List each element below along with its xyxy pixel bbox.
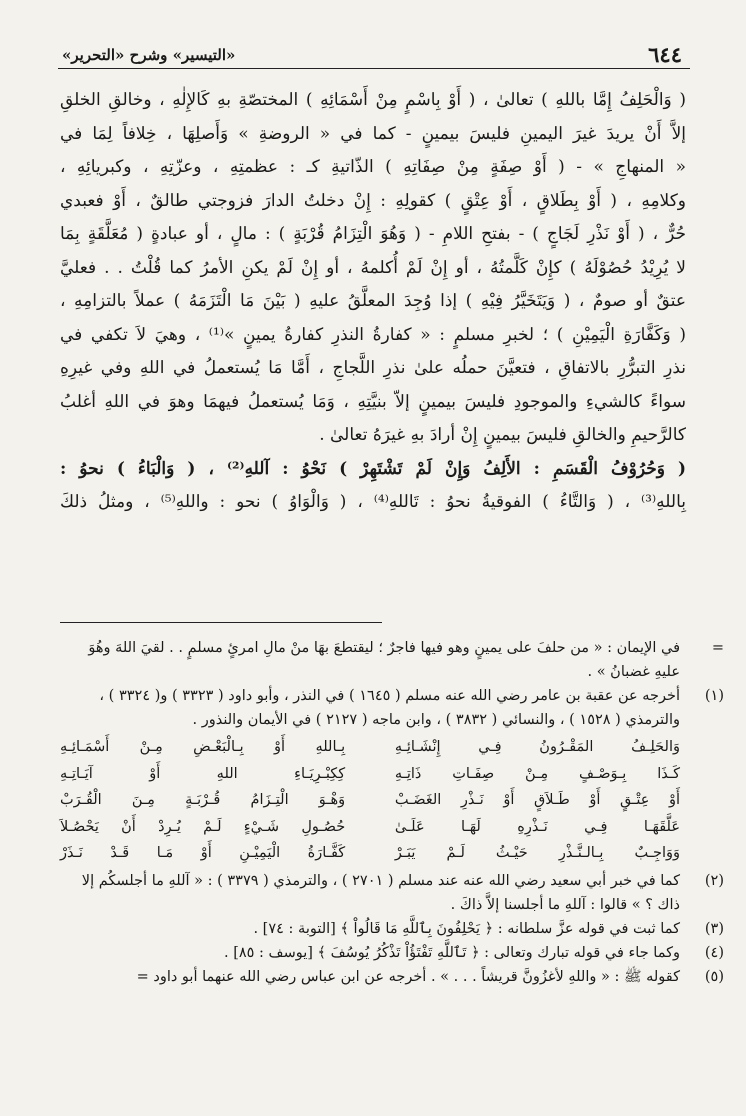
verse-second-half: بِـاللهِ أَوْ بِـالْبَعْـضِ مِـنْ أَسْمَـائِـهِ: [60, 739, 346, 755]
continuation-marker: =: [711, 640, 724, 656]
footnote-text: كما في خبر أبي سعيد رضي الله عنه عند مسلم ( ٢٧٠١ ) ، والترمذي ( ٣٣٧٩ ) : « آللهِ ما أجلسكُم إلا ذاك ؟ » قالوا : آللهِ ما أجلسنا إلاَّ ذاكَ .: [81, 872, 680, 913]
verse-first-half: كَـذَا بِـوَصْـفٍ مِـنْ صِفَـاتِ ذَاتِـهِ: [394, 765, 680, 782]
text-line: عتقٌ أو صومٌ ، ( وَيَتَخَيَّرُ فِيْهِ ) إذا وُجِدَ المعلَّقُ عليهِ ( بَيْنَ مَا الْتَزَمَهُ ) عملاً بالتزامِهِ ،: [60, 291, 686, 311]
footnote-text: وكما جاء في قوله تبارك وتعالى : ﴿ تَٱللَّهِ تَفْتَؤُاْ تَذْكُرُ يُوسُفَ ﴾ [يوسف : ٨٥] .: [223, 944, 680, 961]
footnote-text: في الإيمان : « من حلفَ على يمينٍ وهو فيها فاجرٌ ؛ ليقتطعَ بهَا منْ مالِ امرئٍ مسلمٍ . . لقيَ اللهَ وهُوَ عليهِ غضبانُ » .: [88, 640, 680, 680]
footnote-3: [60, 917, 724, 941]
verse-first-half: وَالحَلِـفُ المَقْـرُونُ فِـي إِنْشَـائِـهِ: [394, 739, 680, 755]
text-line: لا يُرِيْدُ حُصُوْلَهُ ) كإِنْ كَلَّمتُهُ ، أو إِنْ لَمْ أُكلمهُ ، أو إِنْ لَمْ يكنِ الأمرُ كما قُلْتُ . . فعليَّ: [60, 257, 686, 278]
text-line: حُرٌّ ، ( أَوْ نَذْرِ لَجَاجٍ ) - بفتحِ اللامِ - ( وَهُوَ الْتِزَامُ قُرْبَةٍ ) : مالٍ ، أو عبادةٍ ( مُعَلَّقَةٍ بِمَا: [60, 224, 686, 244]
text-line: ( وَحُرُوْفُ الْقَسَمِ : الأَلِفُ وَإِنْ لَمْ تَشْتَهِرْ ) نَحْوُ : آللهِ⁽²⁾ ، ( وَالْبَاءُ ) نحوُ :: [60, 458, 687, 479]
poem-verse: [60, 787, 680, 814]
poem-verse: [60, 814, 680, 841]
footnote-number: (٤): [704, 944, 724, 961]
running-title: «التيسير» وشرح «التحرير»: [62, 46, 236, 64]
page-header: [58, 40, 690, 69]
footnote-number: (٥): [704, 968, 724, 985]
poem-verse: [60, 840, 680, 867]
footnote-continuation: [60, 636, 724, 684]
poem: [60, 734, 724, 867]
footnote-5: [60, 965, 724, 989]
footnote-text: كقوله ﷺ : « واللهِ لأغزُونَّ قريشاً . . . » . أخرجه عن ابن عباس رضي الله عنهما أبو داود =: [136, 968, 680, 985]
footnote-text: كما ثبت في قوله عزَّ سلطانه : ﴿ يَحْلِفُونَ بِٱللَّهِ مَا قَالُواْ ﴾ [التوبة : ٧٤] .: [253, 920, 680, 937]
text-line: إلاَّ أَنْ يريدَ غيرَ اليمينِ فليسَ بيمينٍ - كما في « الروضةِ » وَأَصلِهَا ، خِلافاً لِمَا في: [60, 123, 686, 144]
footnote-2: [60, 869, 724, 917]
text-line: بِاللهِ⁽³⁾ ، ( وَالتَّاءُ ) الفوقيةُ نحوُ : تَاللهِ⁽⁴⁾ ، ( وَالْوَاوُ ) نحو : واللهِ⁽⁵⁾ ، ومثلُ ذلكَ: [60, 492, 687, 512]
verse-second-half: وَهْـوَ الْتِـزَامُ قُـرْبَـةٍ مِـنَ الْقُـرَبْ: [60, 792, 346, 808]
page-number: ٦٤٤: [648, 42, 682, 67]
footnote-number: (١): [704, 688, 724, 704]
main-text: [60, 84, 686, 520]
text-line: وكلامِهِ ، ( أَوْ بِطَلاقٍ ، أَوْ عِتْقٍ ) كقولِهِ : إِنْ دخلتُ الدارَ فزوجتي طالقٌ ، أَوْ فعبدي: [60, 190, 686, 211]
text-line: كالرَّحيمِ والخالقِ فليسَ بيمينٍ إِنْ أرادَ بهِ غيرَهُ تعالىٰ .: [319, 425, 686, 445]
text-line: ( وَالْحَلِفُ إِمَّا باللهِ ) تعالىٰ ، ( أَوْ بِاسْمٍ مِنْ أَسْمَائِهِ ) المختصّةِ بهِ كَالإِلٰهِ ، وخالقِ الخلقِ: [60, 90, 686, 110]
verse-first-half: عَلَّقَهَـا فِـي نَـذْرِهِ لَهَـا عَلَـىٰ: [394, 818, 680, 835]
footnote-1: [60, 684, 724, 732]
footnote-4: [60, 941, 724, 965]
footnote-text: أخرجه عن عقبة بن عامر رضي الله عنه مسلم ( ١٦٤٥ ) في النذر ، وأبو داود ( ٣٣٢٣ ) و( ٣٣٢٤ ) ، والترمذي ( ١٥٢٨ ) ، والنسائي ( ٣٨٣٢ ) ، وابن ماجه ( ٢١٢٧ ) في الأيمان والنذور .: [99, 688, 680, 728]
verse-second-half: كَفَّـارَةُ الْيَمِيْـنِ أَوْ مَـا قَـدْ نَـذَرْ: [60, 845, 346, 861]
footnotes: [60, 636, 724, 989]
text-line: نذرِ التبرُّرِ بالاتفاقِ ، فتعيَّنَ حملُه علىٰ نذرِ اللَّجاجِ ، أَمَّا مَا يُستعملُ في اللهِ وفي غيرِهِ: [60, 358, 686, 378]
footnote-number: (٣): [704, 920, 724, 937]
verse-first-half: وَوَاجِـبٌ بِـالـنَّـذْرِ حَيْـثُ لَـمْ يَبَـرْ: [394, 845, 680, 861]
footnote-separator: [60, 622, 382, 623]
poem-verse: [60, 761, 680, 788]
verse-second-half: حُصُـولِ شَـيْءٍ لَـمْ يُـرِدْ أَنْ يَحْصُـلاَ: [60, 818, 346, 835]
footnote-number: (٢): [704, 872, 724, 889]
poem-verse: [60, 734, 680, 761]
text-line: سواءً كالشيءِ والموجودِ فليسَ بيمينٍ إلاّ بنيَّتِهِ ، وَمَا يُستعملُ فيهمَا وهوَ في اللهِ أغلبُ: [60, 391, 686, 412]
verse-first-half: أَوْ عِتْـقٍ أَوْ طَـلاَقٍ أَوْ نَـذْرِ الغَضَـبْ: [394, 792, 680, 808]
text-line: « المنهاجِ » - ( أَوْ صِفَةٍ مِنْ صِفَاتِهِ ) الذّاتيةِ كـ : عظمتِهِ ، وعزّتِهِ ، وكبريائِهِ ،: [60, 157, 686, 177]
verse-second-half: كِكِبْـرِيَـاءِ اللهِ أَوْ آيَـاتِـهِ: [60, 765, 346, 782]
text-line: ( وَكَفَّارَةِ الْيَمِيْنِ ) ؛ لخبرِ مسلمٍ : « كفارةُ النذرِ كفارةُ يمينٍ »⁽¹⁾ ، وهيَ لاَ تكفي في: [60, 324, 687, 345]
